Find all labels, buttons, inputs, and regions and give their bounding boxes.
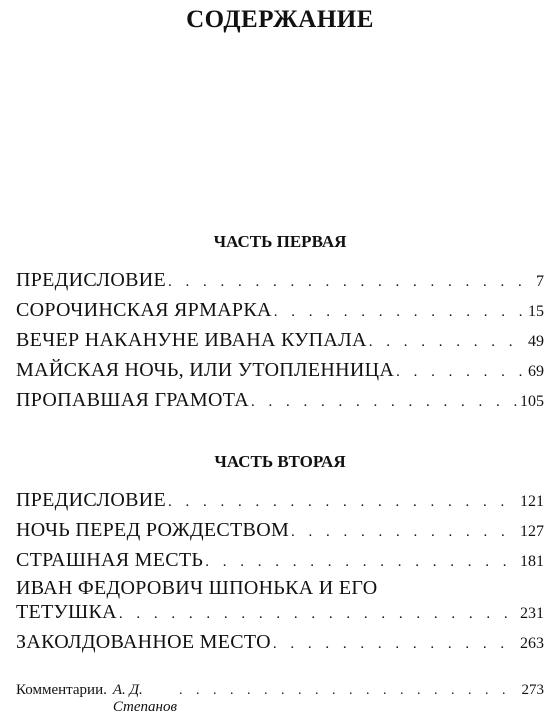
- toc-entry-title: ЗАКОЛДОВАННОЕ МЕСТО: [16, 631, 271, 653]
- toc-entry[interactable]: [16, 388, 544, 414]
- page-title: СОДЕРЖАНИЕ: [186, 6, 374, 33]
- dot-leader: [273, 632, 518, 656]
- toc-entry-title: ВЕЧЕР НАКАНУНЕ ИВАНА КУПАЛА: [16, 329, 367, 351]
- dot-leader: [179, 683, 520, 699]
- toc-entry-title: НОЧЬ ПЕРЕД РОЖДЕСТВОМ: [16, 519, 290, 541]
- toc-entry-title: СТРАШНАЯ МЕСТЬ: [16, 549, 204, 571]
- toc-entry-title: ПРЕДИСЛОВИЕ: [16, 269, 167, 291]
- toc-entry[interactable]: [16, 548, 544, 574]
- toc-entry[interactable]: [16, 298, 544, 324]
- toc-entry-page: 127: [520, 523, 544, 540]
- toc-entry-page: 7: [536, 273, 544, 290]
- dot-leader: [168, 270, 534, 294]
- toc-entry-page: 121: [520, 493, 544, 510]
- dot-leader: [251, 390, 518, 414]
- toc-entry[interactable]: [16, 488, 544, 514]
- dot-leader: [274, 300, 526, 324]
- toc-entry-title: СОРОЧИНСКАЯ ЯРМАРКА: [16, 299, 272, 321]
- dot-leader: [119, 602, 518, 626]
- commentary-entry[interactable]: [16, 682, 544, 716]
- toc-entry[interactable]: [16, 600, 544, 626]
- commentary-author: А. Д. Степанов: [112, 682, 178, 715]
- toc-entry-title-line1[interactable]: ИВАН ФЕДОРОВИЧ ШПОНЬКА И ЕГО: [16, 577, 378, 599]
- toc-entry-title: ПРЕДИСЛОВИЕ: [16, 489, 167, 511]
- toc-entry-page: 181: [520, 553, 544, 570]
- part-two-title: ЧАСТЬ ВТОРАЯ: [214, 452, 346, 471]
- toc-entry[interactable]: [16, 358, 544, 384]
- toc-entry-page: 69: [528, 363, 544, 380]
- toc-entry[interactable]: [16, 328, 544, 354]
- dot-leader: [205, 550, 518, 574]
- toc-entry-title: МАЙСКАЯ НОЧЬ, ИЛИ УТОПЛЕННИЦА: [16, 359, 395, 381]
- toc-entry-page: 15: [528, 303, 544, 320]
- dot-leader: [369, 330, 526, 354]
- commentary-page: 273: [521, 682, 544, 698]
- toc-entry[interactable]: [16, 268, 544, 294]
- dot-leader: [168, 490, 518, 514]
- commentary-label: Комментарии.: [16, 682, 107, 698]
- dot-leader: [396, 360, 526, 384]
- toc-entry-page: 105: [520, 393, 544, 410]
- dot-leader: [291, 520, 518, 544]
- toc-entry-title-line2: ТЕТУШКА: [16, 601, 117, 623]
- toc-entry-title: ПРОПАВШАЯ ГРАМОТА: [16, 389, 250, 411]
- part-one-title: ЧАСТЬ ПЕРВАЯ: [213, 232, 347, 251]
- toc-entry[interactable]: [16, 630, 544, 656]
- toc-entry-page: 263: [520, 635, 544, 652]
- toc-entry[interactable]: [16, 518, 544, 544]
- toc-entry-page: 49: [528, 333, 544, 350]
- toc-entry-page: 231: [520, 605, 544, 622]
